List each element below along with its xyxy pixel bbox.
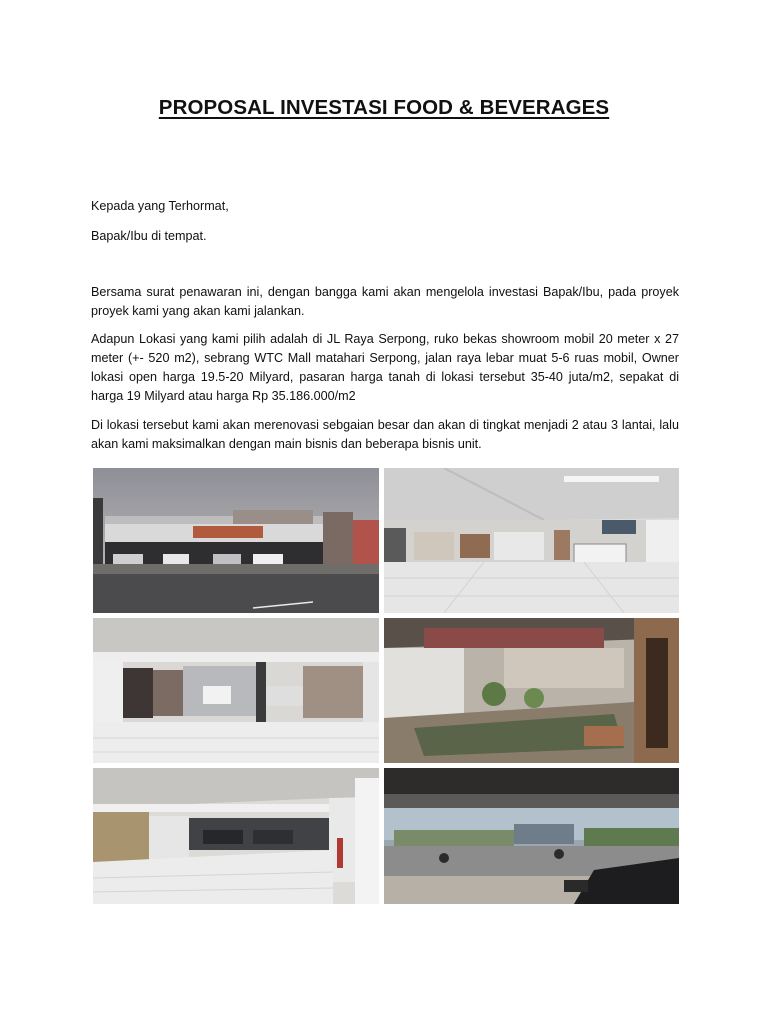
paragraph-renovation: Di lokasi tersebut kami akan merenovasi sebgaian besar dan akan di tingkat menjadi 2 atau 3 lantai, lalu akan kami maksimalkan dengan main bisnis dan beberapa bisnis unit. [91, 418, 679, 451]
photo-building-exterior [93, 468, 379, 613]
photo-showroom-interior [384, 468, 679, 613]
paragraph-location: Adapun Lokasi yang kami pilih adalah di JL Raya Serpong, ruko bekas showroom mobil 20 meter x 27 meter (+- 520 m2), sebrang WTC Mall matahari Serpong, jalan raya lebar muat 5-6 ruas mobil, Owner lokasi open harga 19.5-20 Milyard, pasaran harga tanah di lokasi tersebut 35-40 juta/m2, sepakat di harga 19 Milyard atau harga Rp 35.186.000/m2 [91, 332, 679, 403]
photo-parking-area [93, 618, 379, 763]
photo-road-view [384, 768, 679, 904]
photo-courtyard [384, 618, 679, 763]
paragraph-intro: Bersama surat penawaran ini, dengan bangga kami akan mengelola investasi Bapak/Ibu, pada proyek proyek kami yang akan kami jalankan. [91, 285, 679, 318]
document-title: PROPOSAL INVESTASI FOOD & BEVERAGES [158, 96, 610, 119]
recipient: Bapak/Ibu di tempat. [91, 229, 207, 243]
salutation: Kepada yang Terhormat, [91, 199, 229, 213]
photo-garage-interior [93, 768, 379, 904]
